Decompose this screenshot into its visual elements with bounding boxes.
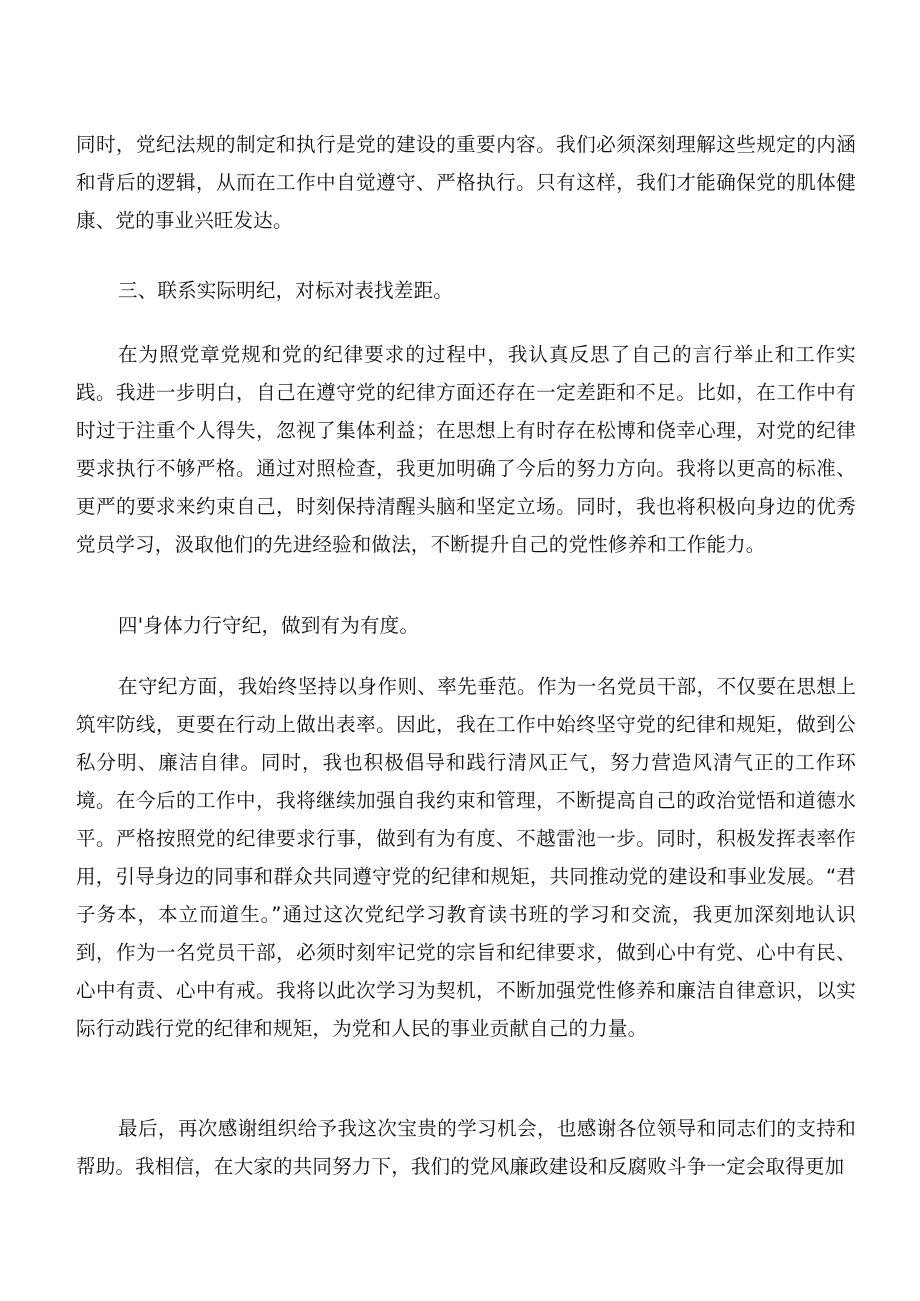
- body-paragraph: 在守纪方面，我始终坚持以身作则、率先垂范。作为一名党员干部，不仅要在思想上筑牢防线，更要在行动上做出表率。因此，我在工作中始终坚守党的纪律和规矩，做到公私分明、廉洁自律。同时，我也积极倡导和践行清风正气，努力营造风清气正的工作环境。在今后的工作中，我将继续加强自我约束和管理，不断提高自己的政治觉悟和道德水平。严格按照党的纪律要求行事，做到有为有度、不越雷池一步。同时，积极发挥表率作用，引导身边的同事和群众共同遵守党的纪律和规矩，共同推动党的建设和事业发展。“君子务本，本立而道生。”通过这次党纪学习教育读书班的学习和交流，我更加深刻地认识到，作为一名党员干部，必须时刻牢记党的宗旨和纪律要求，做到心中有党、心中有民、心中有责、心中有戒。我将以此次学习为契机，不断加强党性修养和廉洁自律意识，以实际行动践行党的纪律和规矩，为党和人民的事业贡献自己的力量。: [76, 675, 856, 1040]
- section-heading: 三、联系实际明纪，对标对表找差距。: [118, 279, 453, 302]
- body-paragraph: 在为照党章党规和党的纪律要求的过程中，我认真反思了自己的言行举止和工作实践。我进一步明白，自己在遵守党的纪律方面还存在一定差距和不足。比如，在工作中有时过于注重个人得失，忽视了集体利益；在思想上有时存在松博和侥幸心理，对党的纪律要求执行不够严格。通过对照检查，我更加明确了今后的努力方向。我将以更高的标准、更严的要求来约束自己，时刻保持清醒头脑和坚定立场。同时，我也将积极向身边的优秀党员学习，汲取他们的先进经验和做法，不断提升自己的党性修养和工作能力。: [76, 343, 856, 556]
- section-heading: 四'身体力行守纪，做到有为有度。: [118, 614, 420, 637]
- body-paragraph: 最后，再次感谢组织给予我这次宝贵的学习机会，也感谢各位领导和同志们的支持和帮助。我相信，在大家的共同努力下，我们的党风廉政建设和反腐败斗争一定会取得更加: [76, 1117, 856, 1178]
- body-paragraph: 同时，党纪法规的制定和执行是党的建设的重要内容。我们必须深刻理解这些规定的内涵和背后的逻辑，从而在工作中自觉遵守、严格执行。只有这样，我们才能确保党的肌体健康、党的事业兴旺发达。: [76, 133, 856, 232]
